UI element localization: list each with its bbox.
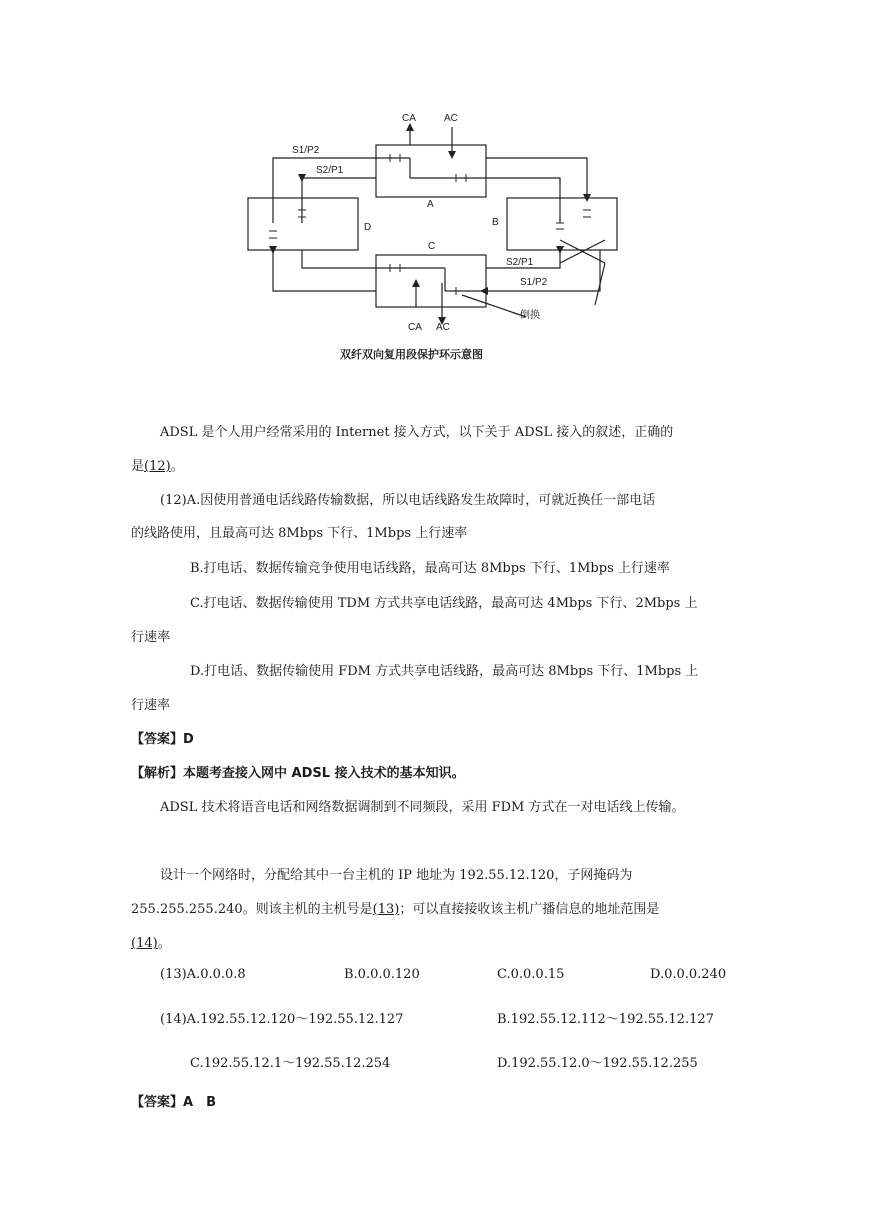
q12-stem-pre: 是 [131, 459, 145, 474]
q12-option-d-line1: D.打电话、数据传输使用 FDM 方式共享电话线路，最高可达 8Mbps 下行、1Mbps 上 [190, 664, 699, 679]
q13-stem-line2 [131, 898, 659, 917]
q12-option-a-line1: (12)A.因使用普通电话线路传输数据，所以电话线路发生故障时，可就近换任一部电话 [160, 493, 656, 508]
node-c-box [376, 255, 486, 307]
q13-stem-line1: 设计一个网络时，分配给其中一台主机的 IP 地址为 192.55.12.120，子网掩码为 [160, 868, 633, 883]
q12-analysis [131, 762, 465, 781]
q12-answer-label: 【答案】 [131, 732, 184, 747]
q13-answer-value: A B [183, 1095, 216, 1110]
ring-protection-diagram [230, 105, 650, 365]
outer-ring-line-bottom-left [273, 250, 376, 291]
q13-stem-line3 [131, 932, 171, 951]
q12-option-a-line2: 的线路使用，且最高可达 8Mbps 下行、1Mbps 上行速率 [131, 526, 468, 541]
s1p2-top-label: S1/P2 [292, 145, 320, 156]
q13-answer [131, 1091, 216, 1110]
s2p1-top-label: S2/P1 [316, 165, 344, 176]
q12-option-d-line2: 行速率 [131, 698, 171, 713]
s2p1-bottom-label: S2/P1 [506, 257, 534, 268]
q13-option-d: D.0.0.0.240 [650, 967, 727, 982]
q12-answer-value: D [183, 732, 194, 747]
q12-blank: (12) [144, 459, 171, 474]
ring-diagram-svg [230, 105, 650, 365]
q13-option-a: (13)A.0.0.0.8 [160, 967, 246, 982]
q12-analysis-title: 本题考查接入网中 ADSL 接入技术的基本知识。 [183, 766, 465, 781]
diagram-caption: 双纤双向复用段保护环示意图 [340, 349, 483, 361]
swap-pointer-line-2 [462, 295, 526, 317]
q14-option-b: B.192.55.12.112～192.55.12.127 [497, 1012, 714, 1027]
bottom-ca-label: CA [408, 322, 422, 333]
node-b-label: B [492, 217, 499, 228]
inner-ring-line-top-right [450, 178, 560, 223]
top-ac-arrowhead [448, 151, 456, 159]
q14-option-d: D.192.55.12.0～192.55.12.255 [497, 1056, 698, 1071]
q12-stem-line2 [131, 455, 184, 474]
node-a-label: A [427, 199, 434, 210]
q14-blank: (14) [131, 936, 158, 951]
node-a-box [376, 145, 486, 197]
top-ca-label: CA [402, 113, 416, 124]
bottom-ac-label: AC [436, 322, 450, 333]
q13-stem-pre: 255.255.255.240。则该主机的主机号是 [131, 902, 373, 917]
q12-analysis-body: ADSL 技术将语音电话和网络数据调制到不同频段，采用 FDM 方式在一对电话线上传输。 [160, 800, 685, 815]
bottom-ca-arrowhead [412, 279, 420, 287]
q14-option-a: (14)A.192.55.12.120～192.55.12.127 [160, 1012, 404, 1027]
top-ca-arrowhead [406, 123, 414, 131]
q12-answer [131, 728, 194, 747]
q13-stem-post: 。 [157, 936, 171, 951]
q13-option-c: C.0.0.0.15 [497, 967, 565, 982]
q13-stem-mid: ；可以直接接收该主机广播信息的地址范围是 [399, 902, 660, 917]
s1p2-bottom-label: S1/P2 [520, 277, 548, 288]
q13-option-b: B.0.0.0.120 [344, 967, 420, 982]
swap-label: 倒换 [520, 310, 540, 321]
q12-option-c-line1: C.打电话、数据传输使用 TDM 方式共享电话线路，最高可达 4Mbps 下行、2Mbps 上 [190, 596, 698, 611]
c-arrowhead [480, 287, 488, 295]
node-d-box [248, 198, 358, 250]
q13-blank: (13) [372, 902, 400, 917]
q12-option-c-line2: 行速率 [131, 630, 171, 645]
q13-answer-label: 【答案】 [131, 1095, 184, 1110]
q12-stem-post: 。 [170, 459, 184, 474]
node-d-label: D [364, 222, 372, 233]
q14-option-c: C.192.55.12.1～192.55.12.254 [190, 1056, 391, 1071]
q12-analysis-label: 【解析】 [131, 766, 184, 781]
q12-stem-line1: ADSL 是个人用户经常采用的 Internet 接入方式，以下关于 ADSL 接入的叙述，正确的 [160, 425, 674, 440]
top-ac-label: AC [444, 113, 458, 124]
inner-ring-line-bottom-left [302, 250, 376, 268]
node-c-label: C [428, 241, 436, 252]
inner-ring-line-top-left [302, 178, 376, 223]
q12-option-b: B.打电话、数据传输竞争使用电话线路，最高可达 8Mbps 下行、1Mbps 上行速率 [190, 561, 670, 576]
